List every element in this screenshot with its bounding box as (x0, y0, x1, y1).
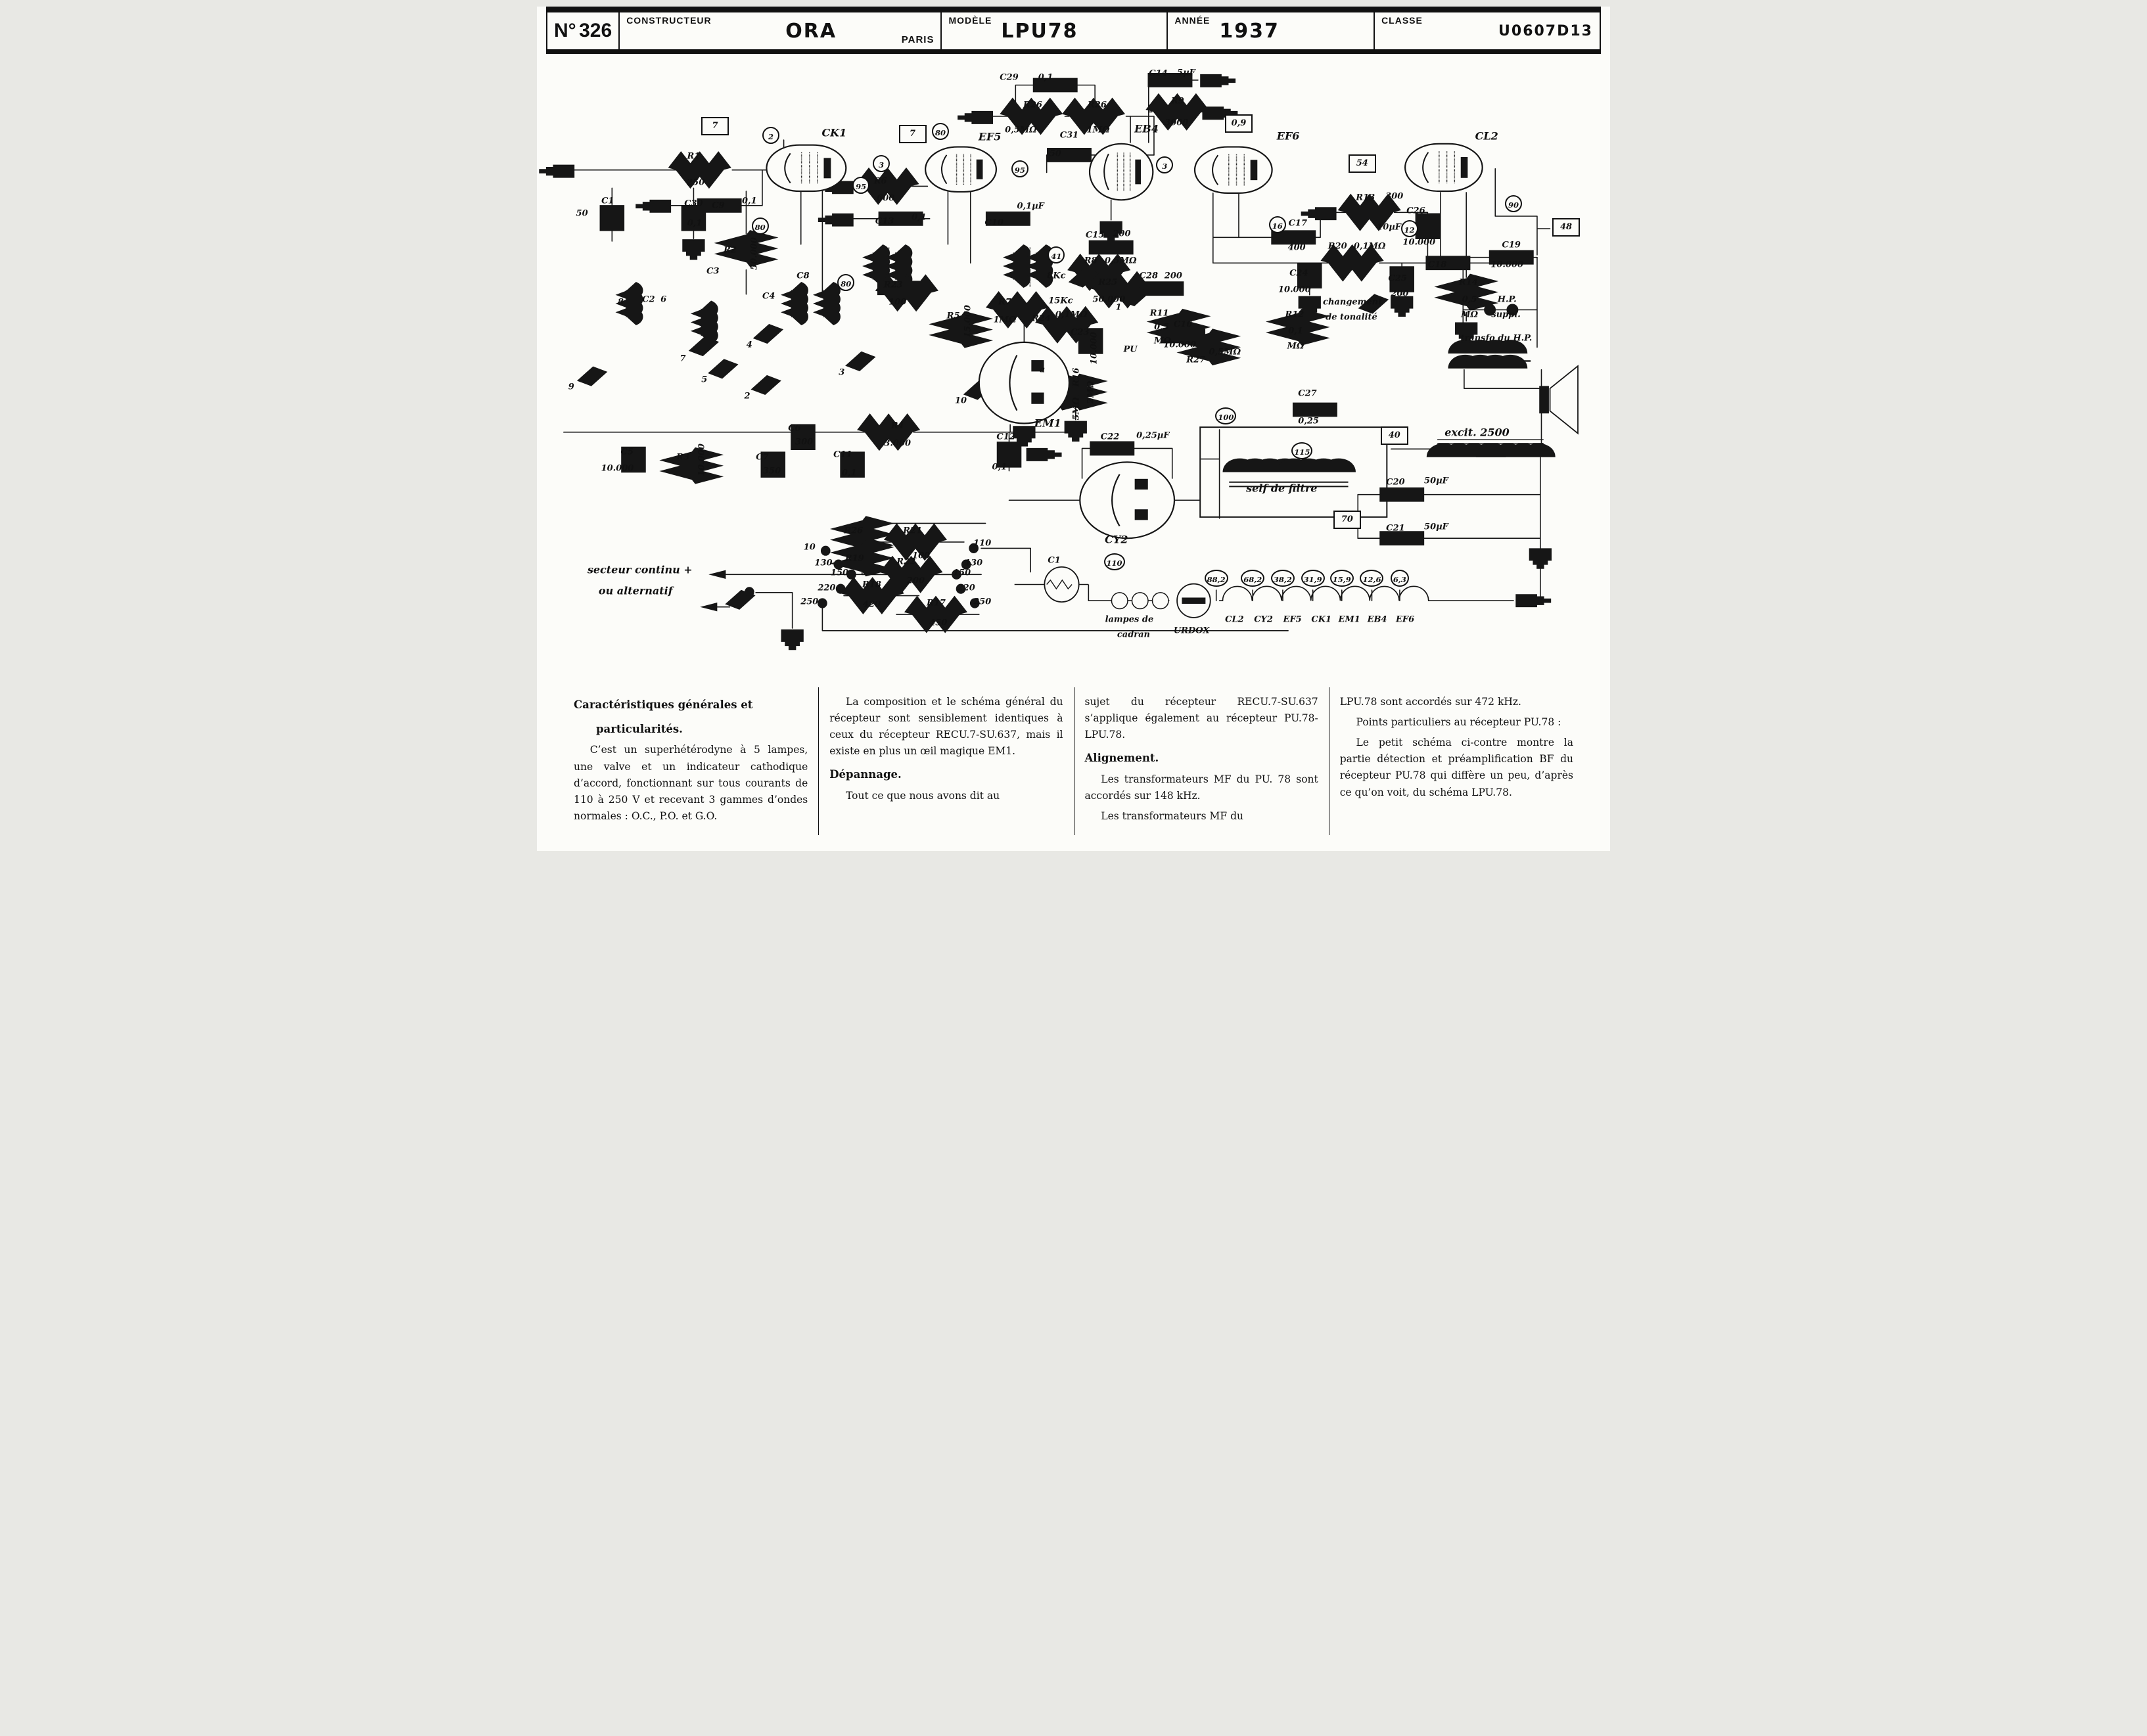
component-label: C9 (712, 200, 725, 211)
tube-EB4 (1090, 144, 1153, 200)
component-label: MΩ (1154, 336, 1172, 346)
component-label: R6 (873, 176, 887, 187)
sheet-number-label: N° (554, 20, 576, 41)
component-label: 50.000 (1092, 294, 1126, 305)
component-label: 250 (800, 597, 819, 607)
component-label: 10.000 (1163, 340, 1197, 350)
component-label: R14 (1458, 277, 1478, 288)
terminal-voltage-badge: 15,9 (1330, 570, 1354, 587)
component-label: 0,1 (841, 468, 857, 478)
terminal-box: 54 (1349, 154, 1376, 173)
terminal-voltage-badge: 6,3 (1391, 570, 1409, 587)
component-label: R19 (844, 553, 864, 564)
paragraph: Tout ce que nous avons dit au (846, 790, 1000, 802)
component-label: changement (1323, 297, 1383, 308)
component-label: suppl. (1491, 309, 1521, 320)
terminal-voltage-badge: 80 (837, 274, 854, 291)
component-label: 9 (568, 382, 574, 392)
component-label: 0,5MΩ (1209, 347, 1241, 357)
component-label: 50 (576, 208, 588, 219)
terminal-voltage-badge: 80 (752, 217, 769, 235)
terminal-voltage-badge: 95 (1011, 160, 1028, 177)
terminal-voltage-badge: 12 (1401, 220, 1418, 237)
component-label: 1MΩ (1086, 125, 1110, 135)
terminal-box: 40 (1381, 426, 1408, 445)
component-label: 0,5MΩ (1005, 125, 1037, 135)
component-label: 2MΩ (1086, 380, 1096, 404)
component-label: 0,1 (1288, 326, 1303, 336)
component-label: C21 (1386, 523, 1405, 534)
component-label: URDOX (1173, 626, 1210, 636)
component-label: C31 (1059, 130, 1079, 140)
component-label: 15Kc (1048, 296, 1073, 306)
component-label: C3 (706, 266, 720, 277)
tube-CK1 (766, 145, 846, 191)
component-label: lampes de (1105, 614, 1154, 625)
component-label: ou alternatif (598, 584, 673, 597)
tube-EF6 (1195, 147, 1272, 193)
component-label: EM1 (1034, 417, 1061, 430)
component-label: R26 (1087, 100, 1107, 110)
terminal-voltage-badge: 12,6 (1360, 570, 1383, 587)
component-label: 10.000 (1089, 332, 1099, 365)
component-label: R5 (946, 311, 960, 321)
paragraph: sujet du récepteur RECU.7-SU.637 s’applique également au récepteur PU.78-LPU.78. (1084, 696, 1318, 741)
component-label: 1MΩ (993, 315, 1017, 325)
component-label: 250 (973, 597, 992, 607)
component-label: 130 (814, 558, 833, 568)
classe-label: CLASSE (1381, 15, 1423, 26)
component-label: EF6 (1276, 129, 1300, 143)
component-label: R1 (687, 151, 701, 162)
component-label: C11 (833, 449, 852, 460)
component-label: C14 (1149, 68, 1168, 79)
component-label: 6 (660, 294, 667, 305)
component-label: 10 (954, 396, 967, 406)
component-label: 420 (862, 599, 881, 610)
component-label: R23 (883, 280, 903, 290)
component-label: 0,1MΩ (1055, 309, 1088, 320)
component-label: EF5 (1283, 614, 1302, 625)
component-label: CK1 (1311, 614, 1332, 625)
component-label: 0,1 (992, 462, 1007, 472)
component-label: C25 (1388, 273, 1407, 284)
component-label: H.P. (1497, 294, 1517, 305)
component-label: 200 (1164, 271, 1182, 281)
component-label: 0,1 (912, 212, 927, 223)
component-label: 15.000 (963, 304, 973, 338)
component-label: R18 (862, 580, 881, 589)
schematic-drawing (537, 54, 1610, 678)
terminal-voltage-badge: 38,2 (1271, 570, 1295, 587)
component-label: 10.000 (1278, 285, 1311, 295)
component-label: 150 (953, 568, 971, 578)
component-label: 10.000 (1402, 237, 1436, 248)
header-bar (546, 7, 1601, 54)
component-label: 0,1µF (1017, 201, 1044, 212)
paragraph: Le petit schéma ci-contre montre la partie détection et préamplification BF du récepteur PU.78 qui diffère un peu, d’après ce qu’on voit, du schéma LPU.78. (1339, 737, 1573, 798)
component-label: MΩ (1461, 309, 1479, 320)
component-label: a (1039, 365, 1046, 375)
component-label: de tonalité (1326, 312, 1377, 323)
component-label: 3 (839, 367, 845, 377)
terminal-voltage-badge: 115 (1291, 442, 1312, 459)
component-label: 3000 (1165, 118, 1189, 127)
component-label: R25 (1098, 277, 1118, 288)
component-label: 50 (1049, 148, 1061, 159)
section-heading: Caractéristiques générales et (574, 698, 753, 711)
component-label: R4 (890, 421, 904, 431)
component-label: CL2 (1225, 614, 1244, 625)
terminal-box: 48 (1552, 218, 1580, 237)
component-label: C15 (1085, 230, 1105, 240)
component-label: R8 (1084, 256, 1097, 266)
component-label: MΩ (1287, 341, 1304, 352)
component-label: transfo du H.P. (1460, 333, 1533, 344)
terminal-voltage-badge: 31,9 (1301, 570, 1325, 587)
schematic (537, 54, 1610, 678)
component-label: R7 (998, 297, 1011, 308)
component-label: 350 (763, 466, 781, 476)
paragraph: Les transformateurs MF du PU. 78 sont accordés sur 148 kHz. (1084, 773, 1318, 802)
component-label: 100 (889, 297, 907, 308)
component-label: 0,1 (1038, 72, 1053, 83)
component-label: 300 (1385, 191, 1404, 202)
component-label: 300 (795, 437, 814, 447)
component-label: C1 (601, 196, 614, 206)
component-label: 450 (929, 618, 948, 628)
component-label: R26 (1023, 100, 1042, 110)
component-label: 150 (830, 568, 849, 578)
terminal-voltage-badge: 110 (1104, 553, 1125, 570)
component-label: secteur continu + (587, 563, 693, 576)
component-label: C16 (1173, 319, 1193, 330)
component-label: C5 (620, 447, 634, 457)
component-label: R13 (1356, 193, 1375, 202)
terminal-voltage-badge: 41 (1048, 246, 1065, 263)
component-label: 10.000 (697, 443, 707, 476)
terminal-voltage-badge: 80 (932, 123, 949, 140)
paragraph: C’est un superhétérodyne à 5 lampes, une valve et un indicateur cathodique d’accord, fonctionnant sur tous courants de 110 à 250 V et recevant 3 gammes d’ondes normales : O.C., P.O. et G.O. (574, 744, 808, 822)
component-label: 250 (687, 177, 705, 188)
component-label: R9 (1170, 96, 1184, 106)
header-number (547, 12, 620, 49)
component-label: 0,1 (687, 218, 703, 229)
component-label: 0,25µF (1136, 430, 1170, 441)
paragraph: LPU.78 sont accordés sur 472 kHz. (1339, 696, 1521, 708)
component-label: 5µF (1177, 68, 1195, 78)
component-label: 50.000 (749, 237, 760, 270)
component-label: R27 (1186, 355, 1206, 365)
header-modele (942, 12, 1168, 49)
component-label: 0,1MΩ (1353, 241, 1386, 252)
component-label: 220 (818, 583, 836, 593)
component-label: 1 (1115, 302, 1122, 313)
component-label: 5 (701, 375, 708, 385)
terminal-voltage-badge: 100 (1215, 407, 1236, 424)
paragraph: La composition et le schéma général du récepteur sont sensiblement identiques à ceux du récepteur RECU.7-SU.637, mais il existe en plus un œil magique EM1. (829, 696, 1063, 758)
component-label: 200 (1391, 288, 1409, 299)
footer-column-1 (563, 687, 818, 835)
component-label: CL2 (1475, 129, 1498, 143)
component-label: 100 (912, 551, 931, 561)
terminal-voltage-badge: 68,2 (1241, 570, 1264, 587)
paragraph: Points particuliers au récepteur PU.78 : (1356, 716, 1561, 729)
component-label: C29 (1000, 72, 1019, 83)
component-label: C20 (1386, 477, 1405, 488)
component-label: 4 (746, 340, 752, 350)
component-label: C2 (642, 294, 655, 305)
component-label: C26 (1406, 206, 1425, 216)
component-label: R17 (927, 598, 946, 608)
brand-name: ORA (785, 19, 837, 43)
section-heading: Dépannage. (829, 768, 902, 781)
component-label: 8 (617, 297, 624, 308)
component-label: R20 (1327, 241, 1347, 252)
header-constructeur (620, 12, 942, 49)
component-label: R24 (1032, 313, 1051, 324)
modele-label: MODÈLE (948, 15, 992, 26)
terminal-voltage-badge: 3 (873, 155, 890, 172)
annee-value: 1937 (1219, 19, 1280, 43)
section-heading: Alignement. (1084, 752, 1159, 765)
section-heading-line2: particularités. (596, 722, 683, 735)
component-label: 600 (877, 193, 895, 204)
component-label: R11 (1149, 308, 1169, 319)
terminal-box: 7 (899, 125, 927, 143)
component-label: R22 (896, 557, 916, 567)
component-label: 10.000 (1490, 260, 1524, 270)
component-label: R3 (676, 452, 690, 463)
component-label: C23 (1071, 327, 1090, 338)
service-sheet-page (537, 7, 1610, 851)
component-label: EB4 (1134, 122, 1159, 135)
component-label: 110 (973, 538, 992, 549)
component-label: CK1 (821, 126, 847, 139)
component-label: C17 (1288, 218, 1308, 229)
component-label: EF5 (978, 130, 1002, 143)
component-label: CY2 (1105, 533, 1128, 546)
sheet-number: 326 (579, 20, 612, 41)
classe-value: U0607D13 (1498, 23, 1593, 39)
component-label: C13 (875, 216, 894, 227)
component-label: EM1 (1338, 614, 1360, 625)
component-label: 200 (906, 576, 925, 586)
component-label: 2 (744, 391, 750, 401)
component-label: 0,1 (742, 196, 757, 206)
component-label: C8 (796, 271, 810, 281)
component-label: 400 (1287, 242, 1306, 252)
component-label: 8Kc (1047, 271, 1066, 281)
component-label: R16 (1071, 367, 1082, 387)
component-label: C18 (1427, 260, 1447, 270)
terminal-voltage-badge: 88,2 (1205, 570, 1228, 587)
tube-CL2 (1405, 144, 1483, 191)
brand-city: PARIS (901, 34, 935, 45)
component-label: C7 (756, 452, 769, 463)
paragraph: Les transformateurs MF du (1101, 810, 1244, 823)
component-label: R2 (724, 245, 737, 256)
footer-column-3 (1074, 687, 1329, 835)
component-label: C30 (684, 198, 703, 209)
terminal-voltage-badge: 95 (852, 177, 869, 194)
component-label: C19 (1502, 240, 1521, 250)
terminal-box: 7 (701, 117, 729, 135)
constructeur-label: CONSTRUCTEUR (626, 15, 712, 26)
tube-CY2 (1080, 462, 1174, 538)
footer-column-4 (1329, 687, 1584, 835)
footer-text (563, 687, 1584, 835)
tube-EM1 (979, 342, 1069, 424)
component-label: 0,25 (1298, 416, 1319, 426)
component-label: cadran (1117, 629, 1151, 639)
component-label: C24 (1289, 268, 1308, 279)
component-label: C28 (1139, 271, 1159, 281)
component-label: R21 (903, 526, 922, 536)
component-label: 3.000 (884, 438, 912, 449)
component-label: 50µF (1424, 522, 1448, 532)
terminal-voltage-badge: 16 (1269, 216, 1286, 233)
component-label: self de filtre (1246, 482, 1318, 495)
component-label: 10.000 (601, 463, 634, 474)
component-label: 220 (957, 583, 975, 593)
component-label: C27 (1298, 388, 1317, 399)
component-label: PU (1123, 344, 1138, 355)
component-label: EB4 (1367, 614, 1387, 625)
header-classe (1375, 12, 1600, 49)
component-label: 130 (965, 558, 983, 568)
component-label: CY2 (1254, 614, 1273, 625)
component-label: 0,5 (1154, 322, 1169, 332)
component-label: C6 (788, 423, 801, 434)
modele-value: LPU78 (1001, 19, 1078, 43)
terminal-box: 0,9 (1225, 114, 1253, 133)
terminal-voltage-badge: 3 (1156, 156, 1173, 173)
component-label: 50µF (1424, 476, 1448, 486)
component-label: excit. 2500 (1444, 426, 1510, 439)
footer-column-2 (818, 687, 1073, 835)
tube-EF5 (925, 147, 996, 192)
component-label: 0,5 (1462, 294, 1477, 305)
component-label: 5MΩ (1071, 397, 1082, 421)
component-label: EF6 (1396, 614, 1415, 625)
terminal-box: 70 (1333, 511, 1361, 529)
header-annee (1168, 12, 1375, 49)
component-label: C22 (1100, 432, 1120, 442)
component-label: 7 (680, 354, 686, 364)
terminal-voltage-badge: 90 (1505, 195, 1522, 212)
component-label: C1 (1048, 555, 1061, 566)
component-label: 200 (1113, 229, 1131, 239)
component-label: C12 (996, 432, 1015, 442)
component-label: 0,5MΩ (1105, 256, 1137, 266)
component-label: R26 (844, 526, 864, 536)
component-label: 10µF (1377, 222, 1402, 233)
annee-label: ANNÉE (1174, 15, 1211, 26)
component-label: R12 (1285, 309, 1304, 320)
component-label: C10 (984, 217, 1004, 227)
component-label: C4 (762, 291, 775, 302)
component-label: 10 (803, 542, 816, 552)
terminal-voltage-badge: 2 (762, 127, 779, 144)
